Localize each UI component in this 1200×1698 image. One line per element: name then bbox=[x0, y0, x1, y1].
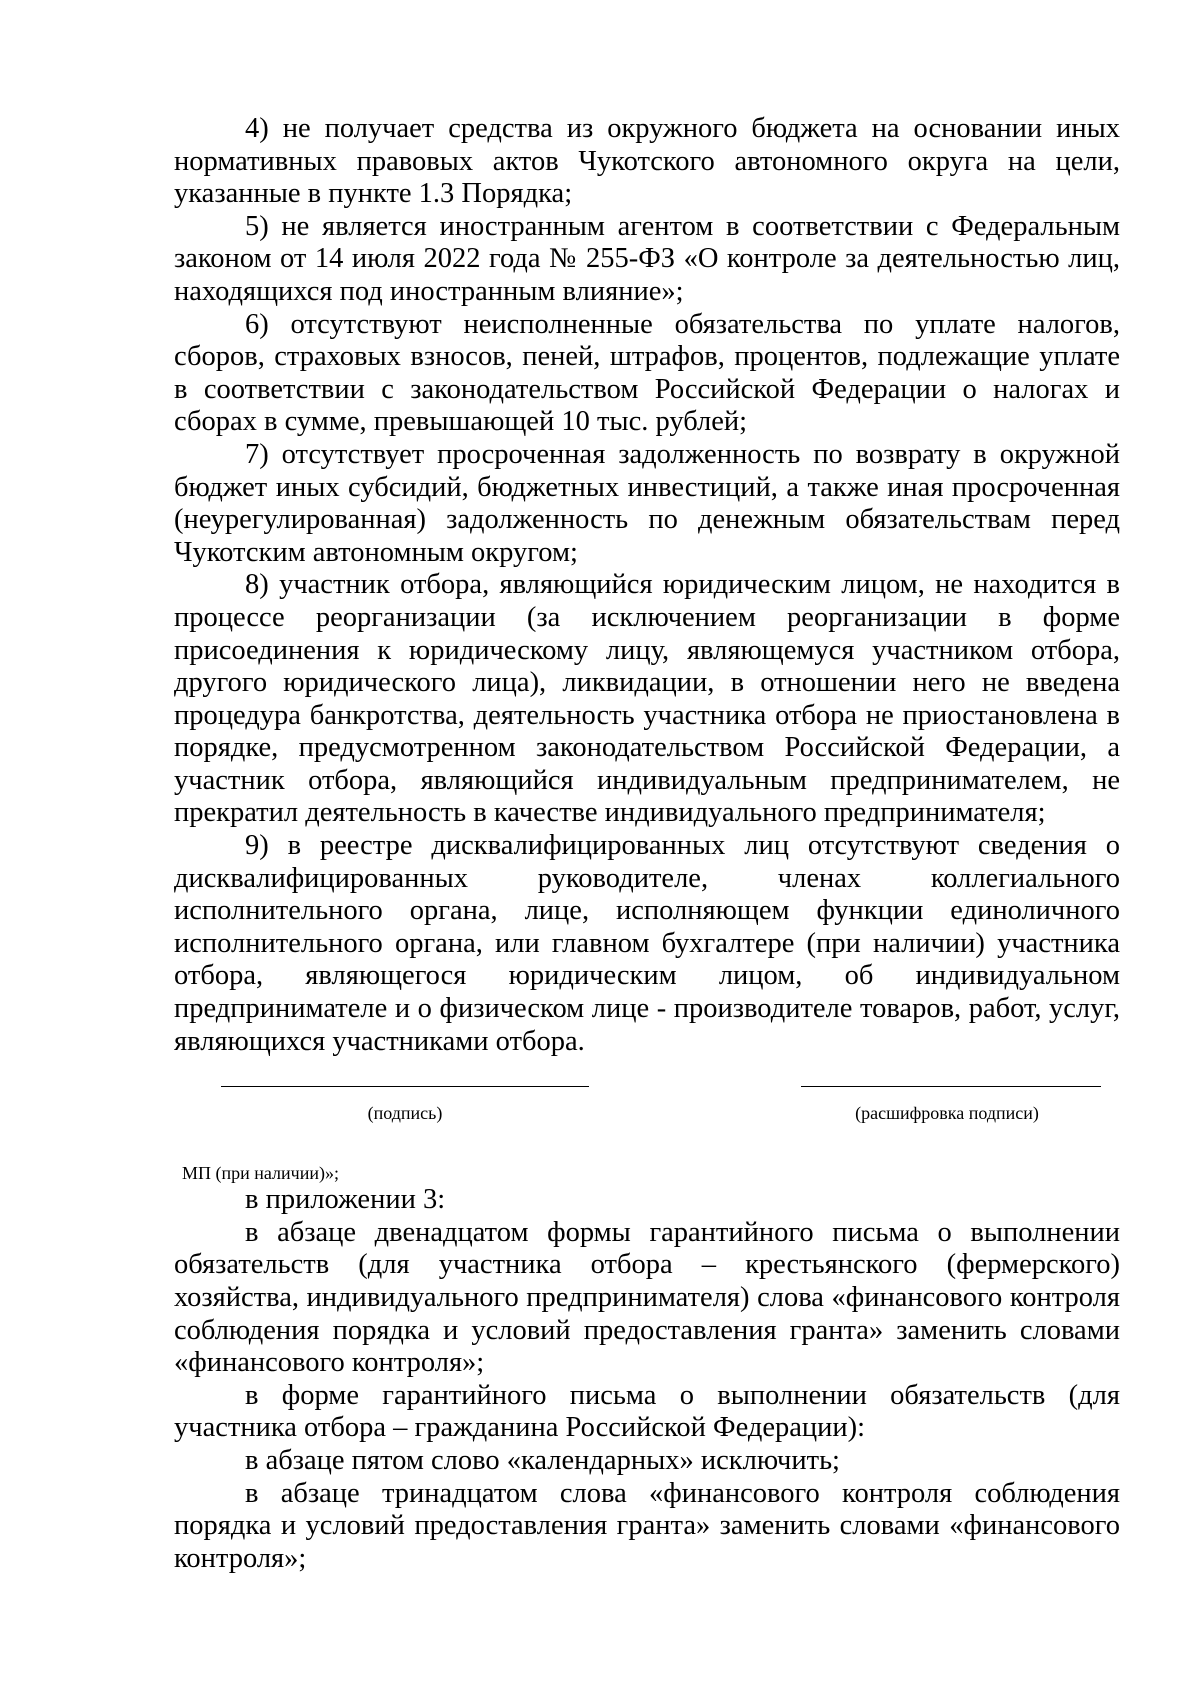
paragraph-item-6: 6) отсутствуют неисполненные обязательства по уплате налогов, сборов, страховых взносов, пеней, штрафов, процентов, подлежащие уплате в соответствии с законодательством Российской Федерации о налогах и сборах в сумме, превышающей 10 тыс. рублей; bbox=[174, 308, 1120, 438]
paragraph-appendix-3: в приложении 3: bbox=[245, 1184, 446, 1216]
signature-transcript-caption: (расшифровка подписи) bbox=[855, 1103, 1039, 1124]
paragraph-paragraph-thirteen: в абзаце тринадцатом слова «финансового контроля соблюдения порядка и условий предоставления гранта» заменить словами «финансового контроля»; bbox=[174, 1477, 1120, 1574]
paragraph-citizen-form: в форме гарантийного письма о выполнении обязательств (для участника отбора – гражданина Российской Федерации): bbox=[174, 1379, 1120, 1444]
signature-transcript-line bbox=[801, 1086, 1101, 1087]
paragraph-item-7: 7) отсутствует просроченная задолженность по возврату в окружной бюджет иных субсидий, бюджетных инвестиций, а также иная просроченная (неурегулированная) задолженность по денежным обязательствам перед Чукотским автономным округом; bbox=[174, 438, 1120, 568]
paragraph-item-8: 8) участник отбора, являющийся юридическим лицом, не находится в процессе реорганизации (за исключением реорганизации в форме присоединения к юридическому лицу, являющемуся участником отбора, другого юридического лица), ликвидации, в отношении него не введена процедура банкротства, деятельность участника отбора не приостановлена в порядке, предусмотренном законодательством Российской Федерации, а участник отбора, являющийся индивидуальным предпринимателем, не прекратил деятельность в качестве индивидуального предпринимателя; bbox=[174, 569, 1120, 829]
paragraph-item-4: 4) не получает средства из окружного бюджета на основании иных нормативных правовых актов Чукотского автономного округа на цели, указанные в пункте 1.3 Порядка; bbox=[174, 113, 1120, 210]
paragraph-item-5: 5) не является иностранным агентом в соответствии с Федеральным законом от 14 июля 2022 года № 255-ФЗ «О контроле за деятельностью лиц, находящихся под иностранным влияние»; bbox=[174, 210, 1120, 307]
paragraph-paragraph-five: в абзаце пятом слово «календарных» исключить; bbox=[245, 1444, 840, 1476]
signature-block bbox=[174, 1086, 1120, 1148]
stamp-note: МП (при наличии)»; bbox=[182, 1163, 339, 1184]
document-page bbox=[174, 113, 1120, 1575]
signature-line bbox=[221, 1086, 589, 1087]
paragraph-paragraph-twelve: в абзаце двенадцатом формы гарантийного письма о выполнении обязательств (для участника отбора – крестьянского (фермерского) хозяйства, индивидуального предпринимателя) слова «финансового контроля соблюдения порядка и условий предоставления гранта» заменить словами «финансового контроля»; bbox=[174, 1216, 1120, 1379]
signature-caption: (подпись) bbox=[367, 1103, 443, 1124]
paragraph-item-9: 9) в реестре дисквалифицированных лиц отсутствуют сведения о дисквалифицированных руководителе, членах коллегиального исполнительного органа, лице, исполняющем функции единоличного исполнительного органа, или главном бухгалтере (при наличии) участника отбора, являющегося юридическим лицом, об индивидуальном предпринимателе и о физическом лице - производителе товаров, работ, услуг, являющихся участниками отбора. bbox=[174, 830, 1120, 1057]
